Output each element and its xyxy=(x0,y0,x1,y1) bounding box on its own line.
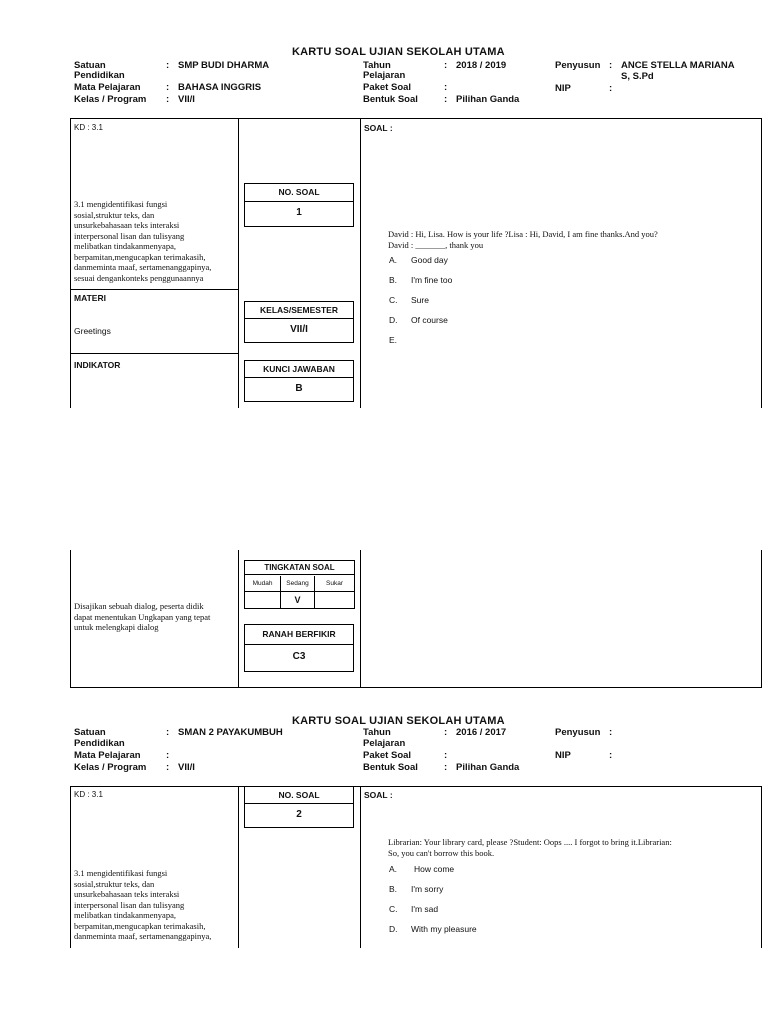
tahun-label: Tahun xyxy=(363,727,391,738)
tingkatan-soal-box xyxy=(244,560,355,609)
penyusun-value-2: S, S.Pd xyxy=(621,71,654,82)
mapel-label: Mata Pelajaran xyxy=(74,750,141,761)
option-letter: B. xyxy=(389,884,398,894)
materi-value: Greetings xyxy=(74,326,111,336)
kelas-label: Kelas / Program xyxy=(74,762,147,773)
paket-label: Paket Soal xyxy=(363,82,412,93)
option-text: How come xyxy=(414,864,455,874)
option-letter: D. xyxy=(389,924,398,934)
option-text: Good day xyxy=(411,255,448,265)
card2-title: KARTU SOAL UJIAN SEKOLAH UTAMA xyxy=(292,715,505,727)
colon: : xyxy=(444,94,448,105)
pelajaran-label: Pelajaran xyxy=(363,70,406,81)
ranah-berfikir-label: RANAH BERFIKIR xyxy=(245,625,353,645)
no-soal-label: NO. SOAL xyxy=(245,184,353,202)
no-soal-box xyxy=(244,183,354,227)
no-soal-value: 1 xyxy=(296,207,302,218)
colon: : xyxy=(609,750,613,761)
option-letter: C. xyxy=(389,295,398,305)
colon: : xyxy=(166,727,170,738)
kd-description: 3.1 mengidentifikasi fungsi sosial,struktur teks, dan unsurkebahasaan teks interaksi interpersonal lisan dan tulisyang melibatkan tindakanmenyapa, berpamitan,mengucapkan terimakasih, danmeminta maaf, sertamenanggapinya, xyxy=(74,868,212,941)
kelas-value: VII/I xyxy=(178,94,195,105)
colon: : xyxy=(166,762,170,773)
satuan-value: SMAN 2 PAYAKUMBUH xyxy=(178,727,283,738)
mapel-value: BAHASA INGGRIS xyxy=(178,82,262,93)
mapel-label: Mata Pelajaran xyxy=(74,82,141,93)
option-letter: C. xyxy=(389,904,398,914)
nip-label: NIP xyxy=(555,83,571,94)
option-letter: B. xyxy=(389,275,398,285)
bentuk-label: Bentuk Soal xyxy=(363,94,418,105)
colon: : xyxy=(609,60,613,71)
materi-label: MATERI xyxy=(74,293,106,303)
kd-label: KD : 3.1 xyxy=(74,123,103,132)
question-text: David : Hi, Lisa. How is your life ?Lisa : Hi, David, I am fine thanks.And you? David : _______, thank you xyxy=(388,229,658,250)
kunci-jawaban-value: B xyxy=(295,383,303,394)
satuan-label: Satuan xyxy=(74,727,106,738)
bentuk-label: Bentuk Soal xyxy=(363,762,418,773)
colon: : xyxy=(444,727,448,738)
pendidikan-label: Pendidikan xyxy=(74,738,125,749)
no-soal-box xyxy=(244,786,354,828)
kelas-semester-box xyxy=(244,301,354,343)
colon: : xyxy=(609,83,613,94)
option-letter: A. xyxy=(389,255,398,265)
kelas-semester-label: KELAS/SEMESTER xyxy=(245,302,353,319)
colon: : xyxy=(166,94,170,105)
option-text: Of course xyxy=(411,315,448,325)
colon: : xyxy=(166,750,170,761)
level-mudah: Mudah xyxy=(245,576,281,592)
level-sedang: Sedang xyxy=(281,576,315,592)
penyusun-label: Penyusun xyxy=(555,727,601,738)
tahun-label: Tahun xyxy=(363,60,391,71)
option-text: I'm fine too xyxy=(411,275,453,285)
option-text: I'm sad xyxy=(411,904,439,914)
indikator-description: Disajikan sebuah dialog, peserta didik dapat menentukan Ungkapan yang tepat untuk melengkapi dialog xyxy=(74,601,211,632)
satuan-value: SMP BUDI DHARMA xyxy=(178,60,270,71)
no-soal-label: NO. SOAL xyxy=(245,787,353,804)
tingkatan-soal-label: TINGKATAN SOAL xyxy=(245,561,354,575)
kd-description: 3.1 mengidentifikasi fungsi sosial,struktur teks, dan unsurkebahasaan teks interaksi interpersonal lisan dan tulisyang melibatkan tindakanmenyapa, berpamitan,mengucapkan terimakasih, danmeminta maaf, sertamenanggapinya, sesuai dengankonteks penggunaannya xyxy=(74,199,212,283)
card1-title: KARTU SOAL UJIAN SEKOLAH UTAMA xyxy=(292,46,505,58)
kunci-jawaban-label: KUNCI JAWABAN xyxy=(245,361,353,378)
pendidikan-label: Pendidikan xyxy=(74,70,125,81)
ranah-berfikir-value: C3 xyxy=(292,651,306,662)
option-text: Sure xyxy=(411,295,429,305)
kd-label: KD : 3.1 xyxy=(74,790,103,799)
colon: : xyxy=(166,60,170,71)
soal-label: SOAL : xyxy=(364,123,393,133)
tahun-value: 2016 / 2017 xyxy=(456,727,507,738)
penyusun-value: ANCE STELLA MARIANA xyxy=(621,60,735,71)
level-mark: V xyxy=(281,592,315,608)
colon: : xyxy=(444,82,448,93)
option-text: I'm sorry xyxy=(411,884,444,894)
soal-label: SOAL : xyxy=(364,790,393,800)
option-text: With my pleasure xyxy=(411,924,477,934)
kelas-value: VII/I xyxy=(178,762,195,773)
bentuk-value: Pilihan Ganda xyxy=(456,762,520,773)
ranah-berfikir-box xyxy=(244,624,354,672)
option-letter: A. xyxy=(389,864,398,874)
option-letter: E. xyxy=(389,335,398,345)
kelas-label: Kelas / Program xyxy=(74,94,147,105)
colon: : xyxy=(609,727,613,738)
penyusun-label: Penyusun xyxy=(555,60,601,71)
kunci-jawaban-box xyxy=(244,360,354,402)
kelas-semester-value: VII/I xyxy=(290,324,308,335)
question-text: Librarian: Your library card, please ?Student: Oops .... I forgot to bring it.Librarian: So, you can't borrow this book. xyxy=(388,837,672,858)
indikator-label: INDIKATOR xyxy=(74,360,121,370)
tahun-value: 2018 / 2019 xyxy=(456,60,507,71)
colon: : xyxy=(166,82,170,93)
satuan-label: Satuan xyxy=(74,60,106,71)
nip-label: NIP xyxy=(555,750,571,761)
level-sukar: Sukar xyxy=(315,576,354,592)
bentuk-value: Pilihan Ganda xyxy=(456,94,520,105)
option-letter: D. xyxy=(389,315,398,325)
colon: : xyxy=(444,750,448,761)
colon: : xyxy=(444,60,448,71)
pelajaran-label: Pelajaran xyxy=(363,738,406,749)
no-soal-value: 2 xyxy=(296,809,302,820)
paket-label: Paket Soal xyxy=(363,750,412,761)
colon: : xyxy=(444,762,448,773)
